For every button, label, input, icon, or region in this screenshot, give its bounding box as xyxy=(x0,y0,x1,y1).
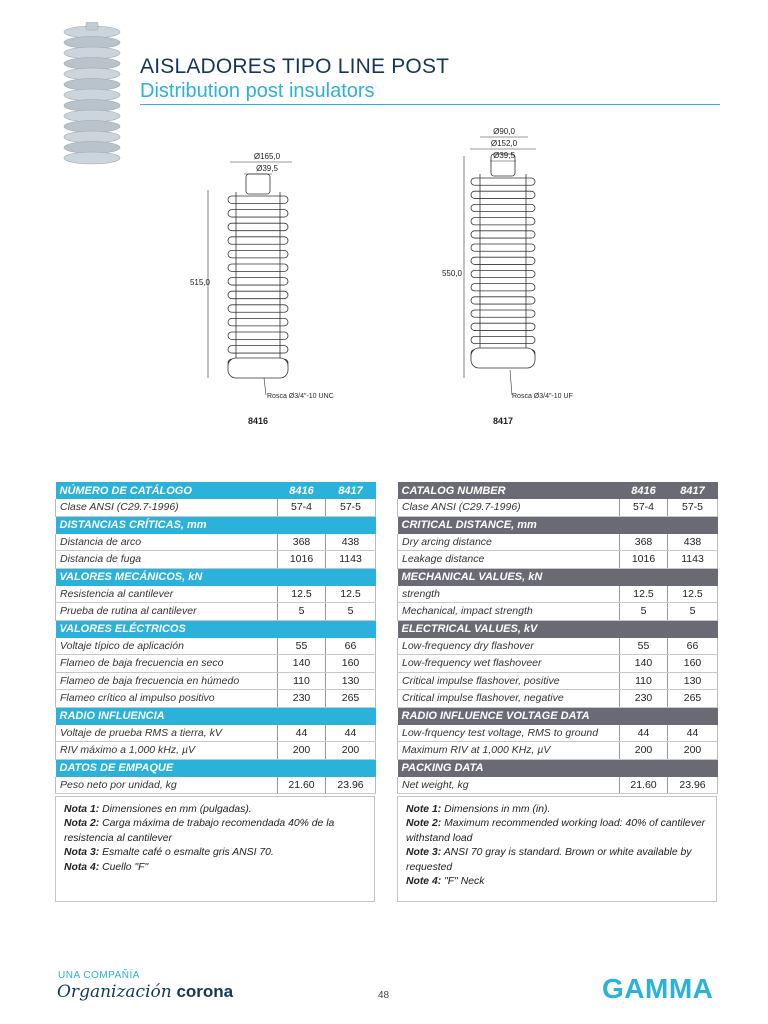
insulator-photo xyxy=(62,22,122,172)
cell-value: 438 xyxy=(326,534,376,551)
cell-label: ELECTRICAL VALUES, kV xyxy=(398,620,620,638)
note-3-es: Nota 3: Esmalte café o esmalte gris ANSI 70. xyxy=(64,847,274,859)
insulator-rib xyxy=(471,178,535,185)
spec-row-es xyxy=(56,499,376,516)
cell-label: Clase ANSI (C29.7-1996) xyxy=(398,499,620,516)
cell-label: Distancia de fuga xyxy=(56,551,278,569)
section-header-es xyxy=(56,482,376,499)
spec-row-en xyxy=(398,777,718,794)
cell-value: 12.5 xyxy=(278,586,326,603)
cell-value: 1016 xyxy=(620,551,668,569)
cell-value: 23.96 xyxy=(326,777,376,794)
spec-row-es xyxy=(56,742,376,760)
cell-value xyxy=(620,707,668,725)
cell-value xyxy=(668,759,718,777)
cell-value: 230 xyxy=(278,690,326,708)
cell-label: Flameo de baja frecuencia en húmedo xyxy=(56,672,278,690)
cell-value: 5 xyxy=(668,603,718,621)
section-header-es xyxy=(56,620,376,638)
section-header-es xyxy=(56,707,376,725)
cell-value xyxy=(278,759,326,777)
cell-label: Leakage distance xyxy=(398,551,620,569)
insulator-rib xyxy=(228,237,288,244)
insulator-rib xyxy=(471,244,535,251)
cell-label: Mechanical, impact strength xyxy=(398,603,620,621)
organizacion-corona-logo xyxy=(57,982,233,1002)
cell-value: 5 xyxy=(278,603,326,621)
cell-value: 140 xyxy=(278,655,326,673)
cell-label: Critical impulse flashover, negative xyxy=(398,690,620,708)
technical-drawings xyxy=(180,120,620,430)
cell-value: 21.60 xyxy=(620,777,668,794)
insulator-photo-shed xyxy=(64,68,120,80)
cell-label: DATOS DE EMPAQUE xyxy=(56,759,278,777)
leader-line xyxy=(264,378,266,395)
cell-value xyxy=(326,759,376,777)
cell-value: 5 xyxy=(620,603,668,621)
thread-8416: Rosca Ø3/4"-10 UNC xyxy=(267,393,334,400)
cell-value xyxy=(668,568,718,586)
cell-value xyxy=(668,620,718,638)
cell-label: Dry arcing distance xyxy=(398,534,620,551)
cell-value: 55 xyxy=(278,638,326,655)
cell-label: VALORES ELÉCTRICOS xyxy=(56,620,278,638)
cell-label: Low-frequency dry flashover xyxy=(398,638,620,655)
spec-row-es xyxy=(56,690,376,708)
cell-label: Maximum RIV at 1,000 KHz, µV xyxy=(398,742,620,760)
insulator-rib xyxy=(471,231,535,238)
note-3-en: Note 3: ANSI 70 gray is standard. Brown or white available by requested xyxy=(406,847,692,873)
cell-value: 1016 xyxy=(278,551,326,569)
note-2-es: Nota 2: Carga máxima de trabajo recomendada 40% de la resistencia al cantilever xyxy=(64,818,335,844)
dim-outer-diameter-8416: Ø165,0 xyxy=(253,152,281,161)
cell-value: 8417 xyxy=(326,482,376,499)
spec-row-es xyxy=(56,638,376,655)
spec-row-es xyxy=(56,551,376,569)
cell-value: 8416 xyxy=(278,482,326,499)
spec-row-en xyxy=(398,603,718,621)
cell-value: 8417 xyxy=(668,482,718,499)
cell-label: NÚMERO DE CATÁLOGO xyxy=(56,482,278,499)
cell-value: 12.5 xyxy=(326,586,376,603)
cell-value: 55 xyxy=(620,638,668,655)
notes-box-es xyxy=(55,796,375,902)
dim-top-diameter-8417: Ø90,0 xyxy=(493,127,515,136)
insulator-rib xyxy=(228,223,288,230)
page-title: AISLADORES TIPO LINE POST xyxy=(140,55,450,78)
insulator-rib xyxy=(471,257,535,264)
cell-value: 44 xyxy=(620,725,668,742)
cell-value: 130 xyxy=(326,672,376,690)
section-header-en xyxy=(398,568,718,586)
insulator-rib xyxy=(228,250,288,257)
cell-value: 57-4 xyxy=(620,499,668,516)
cell-label: Net weight, kg xyxy=(398,777,620,794)
insulator-photo-shed xyxy=(64,152,120,164)
title-divider xyxy=(140,104,720,105)
insulator-photo-shed xyxy=(64,58,120,70)
cell-label: Flameo crítico al impulso positivo xyxy=(56,690,278,708)
insulator-rib xyxy=(228,332,288,339)
cell-value: 44 xyxy=(668,725,718,742)
insulator-rib xyxy=(228,196,288,203)
cell-value: 57-5 xyxy=(668,499,718,516)
thread-8417: Rosca Ø3/4"-10 UF xyxy=(512,393,573,400)
cell-value: 12.5 xyxy=(668,586,718,603)
cell-value xyxy=(668,707,718,725)
cell-value: 8416 xyxy=(620,482,668,499)
cell-value: 5 xyxy=(326,603,376,621)
note-1-en: Note 1: Dimensions in mm (in). xyxy=(406,804,551,815)
spec-row-en xyxy=(398,551,718,569)
cell-label: Resistencia al cantilever xyxy=(56,586,278,603)
cell-value: 110 xyxy=(620,672,668,690)
cell-value xyxy=(620,568,668,586)
cell-value: 200 xyxy=(668,742,718,760)
spec-table-es xyxy=(55,482,376,794)
dim-inner-diameter-8417: Ø39,5 xyxy=(493,151,515,160)
cell-value xyxy=(326,568,376,586)
insulator-rib xyxy=(471,336,535,343)
spec-row-en xyxy=(398,655,718,673)
spec-table-en xyxy=(397,482,718,794)
note-2-en: Note 2: Maximum recommended working load: 40% of cantilever withstand load xyxy=(406,818,706,844)
cell-value: 265 xyxy=(668,690,718,708)
cell-label: Prueba de rutina al cantilever xyxy=(56,603,278,621)
note-4-es: Nota 4: Cuello "F" xyxy=(64,861,149,873)
spec-row-en xyxy=(398,586,718,603)
cell-value xyxy=(326,707,376,725)
insulator-photo-cap xyxy=(86,22,98,30)
cell-label: strength xyxy=(398,586,620,603)
cell-value: 140 xyxy=(620,655,668,673)
model-label-8417: 8417 xyxy=(492,416,514,426)
insulator-rib xyxy=(471,284,535,291)
cell-value: 21.60 xyxy=(278,777,326,794)
cell-value: 44 xyxy=(326,725,376,742)
spec-row-es xyxy=(56,534,376,551)
model-label-8416: 8416 xyxy=(247,416,269,426)
drawing-8417 xyxy=(442,127,573,426)
cell-label: Voltaje de prueba RMS a tierra, kV xyxy=(56,725,278,742)
dim-inner-diameter-8416: Ø39,5 xyxy=(256,164,278,173)
spec-row-es xyxy=(56,655,376,673)
drawing-8416 xyxy=(190,152,334,426)
insulator-rib xyxy=(471,270,535,277)
cell-label: CATALOG NUMBER xyxy=(398,482,620,499)
cell-label: Distancia de arco xyxy=(56,534,278,551)
notes-box-en xyxy=(397,796,717,902)
insulator-rib xyxy=(471,204,535,211)
spec-row-en xyxy=(398,725,718,742)
spec-row-en xyxy=(398,742,718,760)
insulator-rib xyxy=(228,346,288,353)
cell-value: 66 xyxy=(668,638,718,655)
gamma-logo: GAMMA xyxy=(602,973,714,1004)
cell-label: Peso neto por unidad, kg xyxy=(56,777,278,794)
cell-value xyxy=(278,620,326,638)
spec-row-en xyxy=(398,499,718,516)
dim-outer-diameter-8417: Ø152,0 xyxy=(490,139,518,148)
section-header-es xyxy=(56,516,376,534)
insulator-rib xyxy=(228,210,288,217)
insulator-rib xyxy=(471,297,535,304)
cell-value: 368 xyxy=(278,534,326,551)
section-header-en xyxy=(398,482,718,499)
insulator-cap xyxy=(246,174,270,194)
cell-value: 438 xyxy=(668,534,718,551)
cell-label: Critical impulse flashover, positive xyxy=(398,672,620,690)
section-header-en xyxy=(398,516,718,534)
spec-row-en xyxy=(398,690,718,708)
cell-value xyxy=(620,759,668,777)
spec-row-es xyxy=(56,603,376,621)
insulator-rib xyxy=(228,305,288,312)
cell-value: 66 xyxy=(326,638,376,655)
insulator-rib xyxy=(471,218,535,225)
cell-value: 160 xyxy=(326,655,376,673)
cell-label: VALORES MECÁNICOS, kN xyxy=(56,568,278,586)
cell-value xyxy=(278,707,326,725)
insulator-base xyxy=(228,358,288,378)
cell-value xyxy=(620,620,668,638)
cell-value: 160 xyxy=(668,655,718,673)
cell-value xyxy=(326,620,376,638)
note-4-en: Note 4: "F" Neck xyxy=(406,876,485,888)
cell-value: 130 xyxy=(668,672,718,690)
page-subtitle: Distribution post insulators xyxy=(140,80,375,102)
cell-label: PACKING DATA xyxy=(398,759,620,777)
cell-label: Voltaje típico de aplicación xyxy=(56,638,278,655)
insulator-rib xyxy=(471,310,535,317)
cell-value: 1143 xyxy=(668,551,718,569)
cell-value: 44 xyxy=(278,725,326,742)
spec-row-en xyxy=(398,672,718,690)
cell-value xyxy=(278,516,326,534)
section-header-en xyxy=(398,620,718,638)
spec-row-en xyxy=(398,534,718,551)
cell-label: Flameo de baja frecuencia en seco xyxy=(56,655,278,673)
cell-label: RADIO INFLUENCIA xyxy=(56,707,278,725)
cell-value: 265 xyxy=(326,690,376,708)
cell-value xyxy=(278,568,326,586)
insulator-rib xyxy=(471,191,535,198)
leader-line xyxy=(510,370,512,395)
org-script-text: Organización xyxy=(57,982,172,1002)
cell-value: 200 xyxy=(620,742,668,760)
cell-label: CRITICAL DISTANCE, mm xyxy=(398,516,620,534)
cell-value: 200 xyxy=(326,742,376,760)
insulator-rib xyxy=(471,323,535,330)
page-number: 48 xyxy=(378,990,390,1001)
spec-row-es xyxy=(56,777,376,794)
insulator-base xyxy=(471,348,535,368)
section-header-es xyxy=(56,759,376,777)
dim-height-8416: 515,0 xyxy=(189,278,210,287)
cell-label: RIV máximo a 1,000 kHz, µV xyxy=(56,742,278,760)
cell-value: 230 xyxy=(620,690,668,708)
cell-value: 110 xyxy=(278,672,326,690)
note-1-es: Nota 1: Dimensiones en mm (pulgadas). xyxy=(64,804,252,815)
cell-value: 200 xyxy=(278,742,326,760)
cell-value: 23.96 xyxy=(668,777,718,794)
cell-value xyxy=(668,516,718,534)
cell-label: DISTANCIAS CRÍTICAS, mm xyxy=(56,516,278,534)
cell-value: 57-5 xyxy=(326,499,376,516)
dim-height-8417: 550,0 xyxy=(441,269,462,278)
cell-value: 368 xyxy=(620,534,668,551)
section-header-es xyxy=(56,568,376,586)
company-tagline: UNA COMPAÑÍA xyxy=(58,970,140,981)
cell-value: 57-4 xyxy=(278,499,326,516)
insulator-rib xyxy=(228,318,288,325)
org-brand-text: corona xyxy=(176,982,234,1001)
cell-value: 12.5 xyxy=(620,586,668,603)
insulator-rib xyxy=(228,278,288,285)
spec-row-es xyxy=(56,586,376,603)
spec-row-es xyxy=(56,725,376,742)
section-header-en xyxy=(398,707,718,725)
spec-row-es xyxy=(56,672,376,690)
cell-label: Low-frequency wet flashoveer xyxy=(398,655,620,673)
section-header-en xyxy=(398,759,718,777)
insulator-rib xyxy=(228,291,288,298)
cell-value xyxy=(326,516,376,534)
cell-value xyxy=(620,516,668,534)
spec-row-en xyxy=(398,638,718,655)
cell-label: Low-frquency test voltage, RMS to ground xyxy=(398,725,620,742)
cell-label: RADIO INFLUENCE VOLTAGE DATA xyxy=(398,707,620,725)
insulator-rib xyxy=(228,264,288,271)
cell-value: 1143 xyxy=(326,551,376,569)
cell-label: MECHANICAL VALUES, kN xyxy=(398,568,620,586)
cell-label: Clase ANSI (C29.7-1996) xyxy=(56,499,278,516)
